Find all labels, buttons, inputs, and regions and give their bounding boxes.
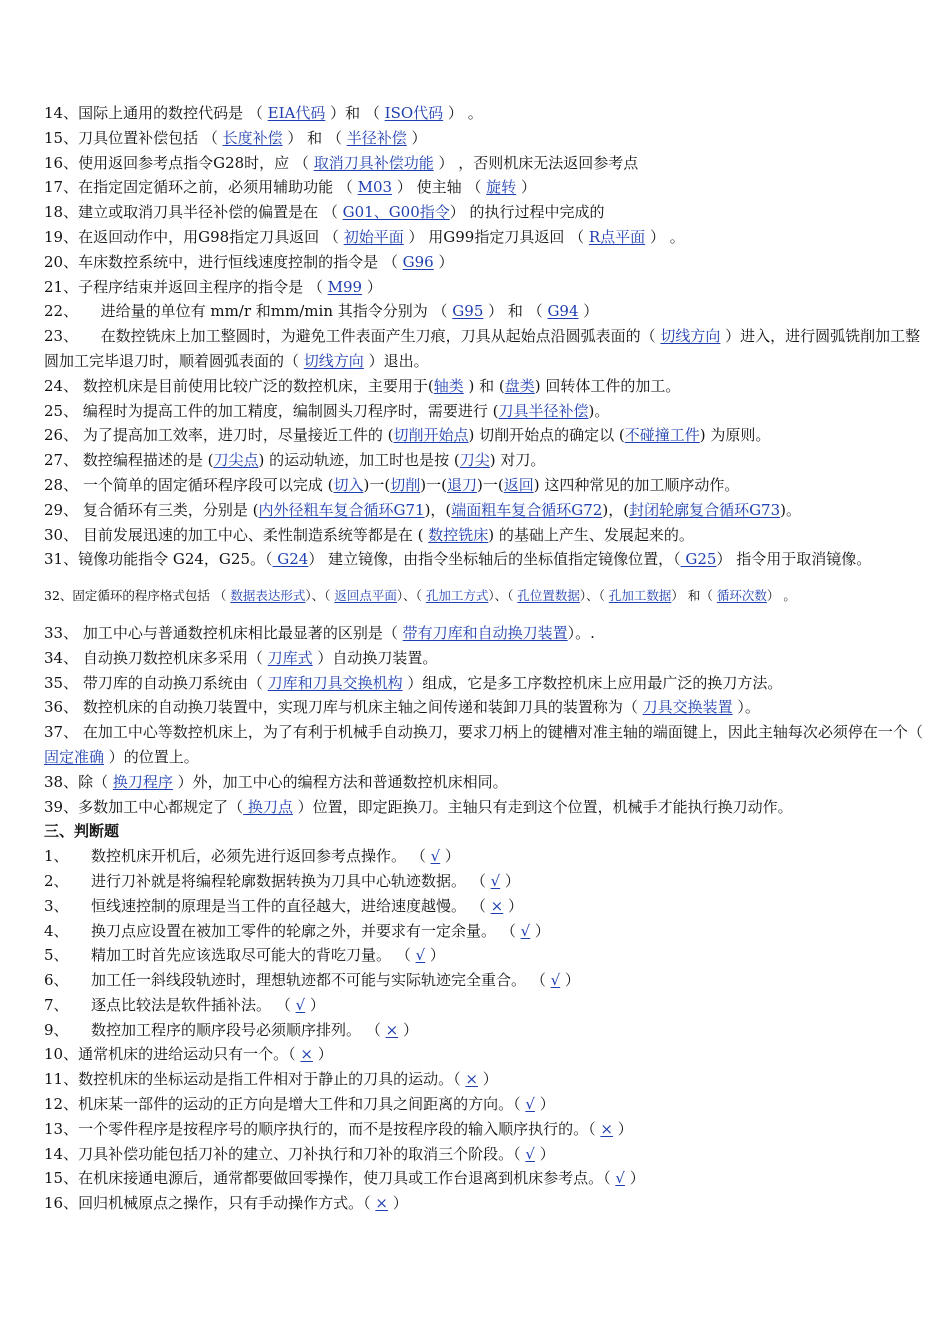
- question-text: 14、刀具补偿功能包括刀补的建立、刀补执行和刀补的取消三个阶段。（: [44, 1144, 526, 1163]
- question-line: [44, 943, 934, 968]
- question-text: ）、（: [305, 588, 335, 604]
- answer-text: G01、G00指令: [342, 203, 450, 222]
- question-text: 29、 复合循环有三类，分别是 (: [44, 500, 259, 519]
- question-line: [44, 225, 934, 250]
- question-text: ) 回转体工件的加工。: [534, 376, 681, 395]
- question-text: )一(: [363, 475, 391, 494]
- question-text: 23、 在数控铣床上加工整圆时，为避免工件表面产生刀痕，刀具从起始点沿圆弧表面的（: [44, 327, 661, 346]
- answer-text: 刀尖点: [213, 451, 259, 470]
- answer-text: 切削开始点: [393, 426, 469, 445]
- answer-text: √: [525, 1095, 535, 1114]
- question-text: 31、镜像功能指令 G24，G25。（: [44, 550, 273, 569]
- answer-text: √: [615, 1169, 625, 1188]
- question-text: ) 的基础上产生、发展起来的。: [488, 525, 694, 544]
- question-text: ）: [516, 178, 536, 197]
- question-text: 19、在返回动作中，用G98指定刀具返回 （: [44, 227, 344, 246]
- question-text: )，(: [424, 500, 452, 519]
- question-text: 36、 数控机床的自动换刀装置中，实现刀库与机床主轴之间传递和装卸刀具的装置称为（: [44, 698, 643, 717]
- question-text: ）: [312, 1045, 333, 1064]
- question-text: 26、 为了提高加工效率，进刀时，尽量接近工件的 (: [44, 426, 394, 445]
- question-text: ） 。: [645, 227, 685, 246]
- question-text: ）: [612, 1119, 633, 1138]
- question-text: ）: [477, 1070, 498, 1089]
- question-line: [44, 1191, 934, 1216]
- question-text: ） 使主轴 （: [392, 178, 487, 197]
- question-text: ）位置，即定距换刀。主轴只有走到这个位置，机械手才能执行换刀动作。: [292, 797, 793, 816]
- question-line: [44, 919, 934, 944]
- question-text: ） 。: [766, 588, 796, 604]
- question-line: [44, 1117, 934, 1142]
- question-line: [44, 275, 934, 300]
- question-text: )，(: [602, 500, 630, 519]
- question-text: ） 。: [443, 104, 483, 122]
- question-text: ）: [362, 277, 382, 296]
- answer-text: 刀尖: [459, 451, 490, 470]
- question-line: [44, 250, 934, 275]
- answer-text: √: [550, 971, 561, 990]
- question-text: 17、在指定固定循环之前，必须用辅助功能 （: [44, 178, 358, 197]
- question-text: ）、（: [396, 588, 426, 604]
- question-text: 30、 目前发展迅速的加工中心、柔性制造系统等都是在 (: [44, 525, 429, 544]
- answer-text: 退刀: [446, 475, 477, 494]
- question-text: ）: [425, 946, 445, 965]
- question-line: [44, 101, 934, 126]
- question-line: [44, 1142, 934, 1167]
- answer-text: √: [415, 946, 426, 965]
- question-text: 18、建立或取消刀具半径补偿的偏置是在 （: [44, 203, 343, 222]
- question-text: 35、 带刀库的自动换刀系统由（: [44, 673, 268, 692]
- answer-text: √: [430, 847, 441, 866]
- question-text: 37、 在加工中心等数控机床上，为了有利于机械手自动换刀，要求刀柄上的键槽对准主轴的端面键上，因此主轴每次必须停在一个（: [44, 723, 923, 742]
- question-text: ）和 （: [325, 104, 385, 122]
- question-text: ）: [305, 995, 325, 1014]
- answer-text: ×: [465, 1070, 478, 1089]
- question-text: 25、 编程时为提高工件的加工精度，编制圆头刀程序时，需要进行 (: [44, 401, 499, 420]
- question-text: 14、国际上通用的数控代码是 （: [44, 104, 268, 122]
- answer-text: 换刀程序: [112, 772, 173, 791]
- question-text: )一(: [420, 475, 447, 494]
- question-text: 38、除（: [44, 772, 113, 791]
- question-line: [44, 671, 934, 696]
- question-text: ）外，加工中心的编程方法和普通数控机床相同。: [172, 772, 508, 791]
- question-text: 15、在机床接通电源后，通常都要做回零操作，使刀具或工作台退离到机床参考点。（: [44, 1169, 616, 1188]
- answer-text: 返回: [503, 475, 534, 494]
- answer-text: ×: [375, 1194, 388, 1213]
- question-line: [44, 1042, 934, 1067]
- question-text: 三、判断题: [44, 822, 120, 841]
- question-line: [44, 423, 934, 448]
- question-line: [44, 993, 934, 1018]
- question-text: ）。: [732, 698, 760, 717]
- answer-text: ISO代码: [384, 104, 444, 122]
- question-line: [44, 894, 934, 919]
- question-line: [44, 844, 934, 869]
- question-text: ）: [398, 1020, 418, 1039]
- question-text: ）组成，它是多工序数控机床上应用最广泛的换刀方法。: [402, 673, 783, 692]
- question-text: 24、 数控机床是目前使用比较广泛的数控机床，主要用于(: [44, 376, 434, 395]
- question-line: [44, 1067, 934, 1092]
- question-text: 12、机床某一部件的运动的正方向是增大工件和刀具之间距离的方向。（: [44, 1095, 526, 1114]
- question-text: ）。.: [567, 623, 595, 642]
- question-text: ）、（: [488, 588, 518, 604]
- question-line: [44, 869, 934, 894]
- answer-text: √: [525, 1144, 535, 1163]
- question-text: ) 切削开始点的确定以 (: [468, 426, 625, 445]
- question-text: ）、（: [579, 588, 609, 604]
- answer-text: 数据表达形式: [230, 588, 306, 604]
- question-text: ) 这四种常见的加工顺序动作。: [533, 475, 740, 494]
- question-text: ）: [500, 871, 520, 890]
- answer-text: R点平面: [588, 227, 646, 246]
- answer-text: 不碰撞工件: [624, 426, 700, 445]
- question-text: 27、 数控编程描述的是 (: [44, 451, 214, 470]
- question-text: ）进入，进行圆弧铣削加工整圆加工完毕退刀时，顺着圆弧表面的（: [44, 327, 921, 370]
- question-line: [44, 324, 934, 374]
- answer-text: 带有刀库和自动换刀装置: [402, 623, 568, 642]
- question-text: 3、 恒线速控制的原理是当工件的直径越大，进给速度越慢。 （: [44, 896, 491, 915]
- answer-text: 固定准确: [44, 747, 105, 766]
- question-line: [44, 584, 934, 609]
- answer-text: 循环次数: [716, 588, 767, 604]
- answer-text: ×: [385, 1020, 399, 1039]
- answer-text: G25: [680, 550, 717, 569]
- answer-text: 初始平面: [343, 227, 404, 246]
- answer-text: 切入: [333, 475, 364, 494]
- question-text: 28、 一个简单的固定循环程序段可以完成 (: [44, 475, 334, 494]
- answer-text: G94: [547, 302, 579, 321]
- question-text: 15、刀具位置补偿包括 （: [44, 128, 223, 147]
- question-text: ）: [406, 128, 427, 147]
- question-line: [44, 770, 934, 795]
- answer-text: 取消刀具补偿功能: [313, 153, 434, 172]
- question-text: ) 对刀。: [489, 451, 546, 470]
- question-text: ） 的执行过程中完成的: [449, 203, 605, 222]
- question-text: ）退出。: [363, 351, 429, 370]
- question-line: [44, 646, 934, 671]
- question-text: ） ，否则机床无法返回参考点: [433, 153, 639, 172]
- answer-text: G95: [452, 302, 484, 321]
- question-text: 5、 精加工时首先应该选取尽可能大的背吃刀量。 （: [44, 946, 416, 965]
- question-text: ）: [433, 252, 454, 271]
- answer-text: EIA代码: [267, 104, 326, 122]
- question-text: ）自动换刀装置。: [312, 648, 438, 667]
- answer-text: 数控铣床: [428, 525, 489, 544]
- question-text: ） 建立镜像，由指令坐标轴后的坐标值指定镜像位置，（: [308, 550, 681, 569]
- question-line: [44, 374, 934, 399]
- question-line: [44, 200, 934, 225]
- question-text: 21、子程序结束并返回主程序的指令是 （: [44, 277, 328, 296]
- question-line: [44, 968, 934, 993]
- answer-text: G96: [402, 252, 434, 271]
- question-text: 13、一个零件程序是按程序号的顺序执行的，而不是按程序段的输入顺序执行的。（: [44, 1119, 601, 1138]
- question-text: 39、多数加工中心都规定了（: [44, 797, 244, 816]
- question-line: [44, 1018, 934, 1043]
- question-text: 32、固定循环的程序格式包括 （: [44, 588, 231, 604]
- question-line: [44, 523, 934, 548]
- question-text: 9、 数控加工程序的顺序段号必须顺序排列。 （: [44, 1020, 386, 1039]
- question-text: 33、 加工中心与普通数控机床相比最显著的区别是（: [44, 623, 403, 642]
- question-line: [44, 175, 934, 200]
- question-text: ） 和 （: [282, 128, 347, 147]
- question-line: [44, 1092, 934, 1117]
- answer-text: 切线方向: [303, 351, 364, 370]
- question-line: [44, 151, 934, 176]
- question-text: )。: [780, 500, 802, 519]
- answer-text: 旋转: [486, 178, 517, 197]
- question-text: ) 和 (: [463, 376, 505, 395]
- answer-text: 盘类: [504, 376, 535, 395]
- question-text: ）: [534, 1144, 555, 1163]
- question-text: ）: [560, 971, 580, 990]
- question-text: ） 指令用于取消镜像。: [716, 550, 872, 569]
- answer-text: M99: [327, 277, 363, 296]
- question-text: )。: [588, 401, 610, 420]
- answer-text: 刀具半径补偿: [498, 401, 589, 420]
- answer-text: 端面粗车复合循环G72: [451, 500, 603, 519]
- question-text: ）: [503, 896, 523, 915]
- question-text: 10、通常机床的进给运动只有一个。（: [44, 1045, 301, 1064]
- question-text: ）: [534, 1095, 555, 1114]
- answer-text: √: [520, 921, 531, 940]
- question-text: ）的位置上。: [104, 747, 199, 766]
- question-line: [44, 621, 934, 646]
- answer-text: 封闭轮廓复合循环G73: [629, 500, 781, 519]
- question-line: [44, 498, 934, 523]
- question-text: ）: [530, 921, 550, 940]
- question-line: [44, 473, 934, 498]
- answer-text: 切削: [390, 475, 421, 494]
- question-text: 20、车床数控系统中，进行恒线速度控制的指令是 （: [44, 252, 403, 271]
- question-text: ) 的运动轨迹，加工时也是按 (: [258, 451, 460, 470]
- question-text: 2、 进行刀补就是将编程轮廓数据转换为刀具中心轨迹数据。 （: [44, 871, 491, 890]
- question-text: ） 和 （: [483, 302, 548, 321]
- question-text: ） 和（: [671, 588, 717, 604]
- question-text: 16、回归机械原点之操作，只有手动操作方式。（: [44, 1194, 376, 1213]
- answer-text: 内外径粗车复合循环G71: [258, 500, 425, 519]
- answer-text: 孔加工方式: [425, 588, 489, 604]
- question-text: ）: [440, 847, 460, 866]
- answer-text: 孔位置数据: [517, 588, 580, 604]
- question-text: 11、数控机床的坐标运动是指工件相对于静止的刀具的运动。（: [44, 1070, 466, 1089]
- answer-text: G24: [272, 550, 309, 569]
- answer-text: √: [490, 871, 501, 890]
- question-text: 16、使用返回参考点指令G28时，应 （: [44, 153, 314, 172]
- question-text: 6、 加工任一斜线段轨迹时，理想轨迹都不可能与实际轨迹完全重合。 （: [44, 971, 551, 990]
- section-heading: [44, 819, 934, 844]
- question-line: [44, 720, 934, 770]
- question-line: [44, 695, 934, 720]
- question-line: [44, 448, 934, 473]
- question-line: [44, 126, 934, 151]
- answer-text: 换刀点: [243, 797, 293, 816]
- question-text: )一(: [476, 475, 504, 494]
- question-line: [44, 795, 934, 820]
- answer-text: 轴类: [433, 376, 464, 395]
- question-text: 1、 数控机床开机后，必须先进行返回参考点操作。 （: [44, 847, 431, 866]
- answer-text: ×: [600, 1119, 613, 1138]
- answer-text: 长度补偿: [222, 128, 283, 147]
- answer-text: 刀库式: [267, 648, 313, 667]
- answer-text: M03: [357, 178, 393, 197]
- answer-text: √: [295, 995, 306, 1014]
- question-text: 4、 换刀点应设置在被加工零件的轮廓之外，并要求有一定余量。 （: [44, 921, 521, 940]
- question-text: ） 用G99指定刀具返回 （: [403, 227, 589, 246]
- question-text: 22、 进给量的单位有 mm/r 和mm/min 其指令分别为 （: [44, 302, 453, 321]
- answer-text: 切线方向: [660, 327, 721, 346]
- answer-text: 返回点平面: [334, 588, 397, 604]
- answer-text: 孔加工数据: [608, 588, 672, 604]
- answer-text: 刀库和刀具交换机构: [267, 673, 403, 692]
- question-text: ）: [578, 302, 599, 321]
- question-text: ）: [387, 1194, 408, 1213]
- question-text: ) 为原则。: [699, 426, 771, 445]
- question-line: [44, 547, 934, 572]
- answer-text: 刀具交换装置: [642, 698, 733, 717]
- document-page: [44, 101, 934, 1216]
- question-line: [44, 1166, 934, 1191]
- answer-text: 半径补偿: [346, 128, 407, 147]
- question-text: 7、 逐点比较法是软件插补法。 （: [44, 995, 296, 1014]
- question-line: [44, 399, 934, 424]
- answer-text: ×: [490, 896, 504, 915]
- question-text: 34、 自动换刀数控机床多采用（: [44, 648, 268, 667]
- answer-text: ×: [300, 1045, 313, 1064]
- question-text: ）: [624, 1169, 645, 1188]
- question-line: [44, 299, 934, 324]
